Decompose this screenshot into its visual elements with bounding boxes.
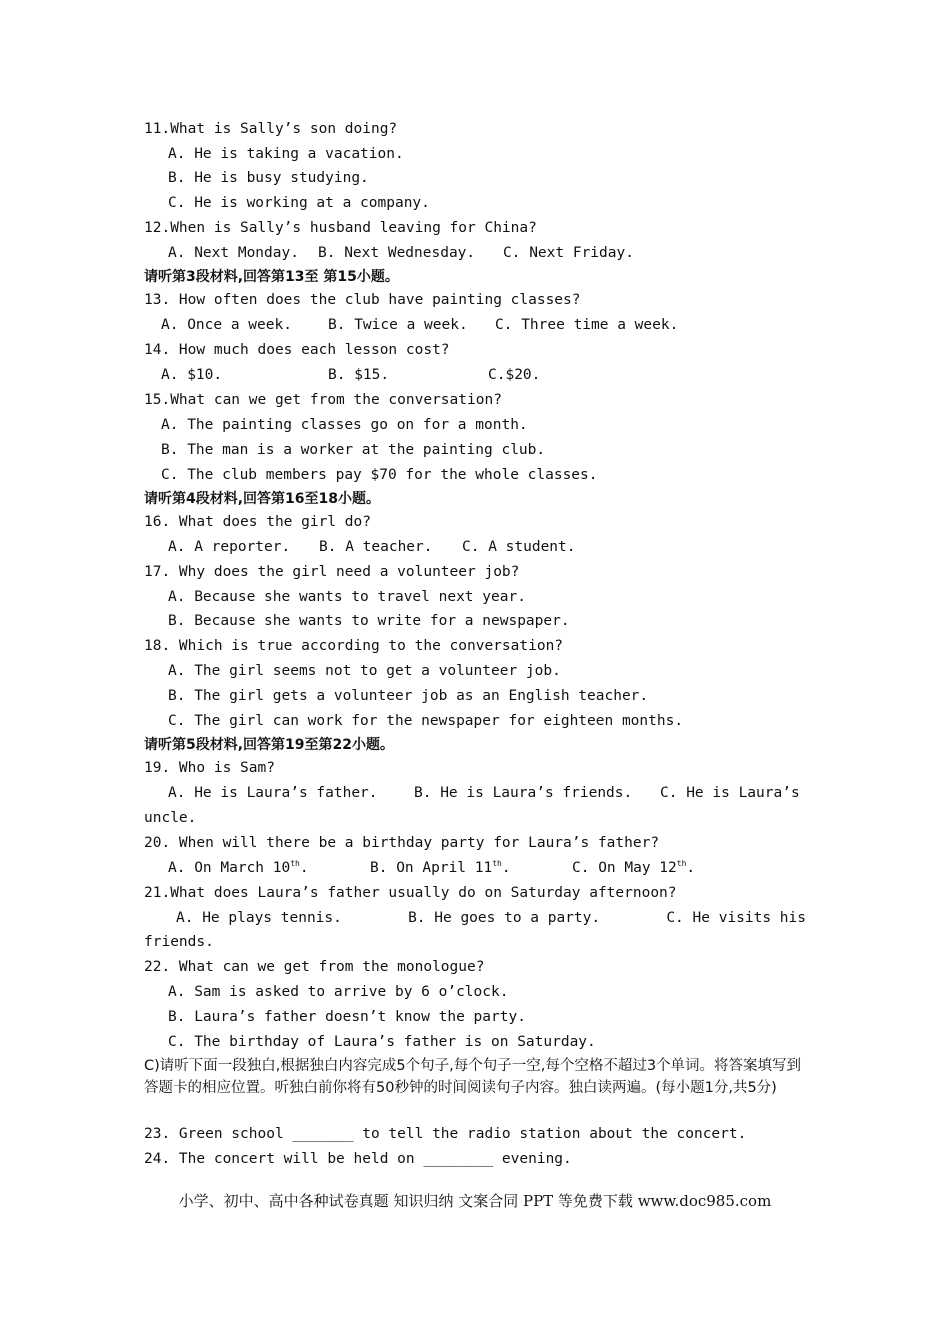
q18-option-b: B. The girl gets a volunteer job as an English teacher. xyxy=(168,688,649,704)
q12-stem: 12.When is Sally’s husband leaving for China? xyxy=(144,220,537,236)
q15-option-b: B. The man is a worker at the painting club. xyxy=(161,442,546,458)
q16-option-c: C. A student. xyxy=(462,539,576,555)
q14-options xyxy=(161,363,831,387)
q20-options xyxy=(168,856,838,880)
q17-stem: 17. Why does the girl need a volunteer job? xyxy=(144,564,520,580)
q14-option-b: B. $15. xyxy=(328,367,390,383)
q13-option-a: A. Once a week. xyxy=(161,317,292,333)
section-4-heading: 请听第4段材料,回答第16至18小题。 xyxy=(144,491,381,507)
q21-option-b: B. He goes to a party. xyxy=(408,910,601,926)
q24-stem: 24. The concert will be held on ________ evening. xyxy=(144,1151,572,1167)
q11-option-b: B. He is busy studying. xyxy=(168,170,369,186)
q13-options xyxy=(161,313,831,337)
section-3-heading: 请听第3段材料,回答第13至 第15小题。 xyxy=(144,269,399,285)
q16-stem: 16. What does the girl do? xyxy=(144,514,371,530)
q21-option-c-continued: friends. xyxy=(144,934,214,950)
q19-option-b: B. He is Laura’s friends. xyxy=(414,785,633,801)
q15-option-a: A. The painting classes go on for a month. xyxy=(161,417,528,433)
q19-option-a: A. He is Laura’s father. xyxy=(168,785,378,801)
q19-stem: 19. Who is Sam? xyxy=(144,760,275,776)
q16-option-a: A. A reporter. xyxy=(168,539,291,555)
q16-options xyxy=(168,535,838,559)
q20-option-c: C. On May 12th. xyxy=(572,859,696,876)
q19-option-c-continued: uncle. xyxy=(144,810,197,826)
q19-options xyxy=(168,781,838,805)
q13-option-c: C. Three time a week. xyxy=(495,317,679,333)
q11-option-c: C. He is working at a company. xyxy=(168,195,430,211)
q15-stem: 15.What can we get from the conversation? xyxy=(144,392,502,408)
q16-option-b: B. A teacher. xyxy=(319,539,433,555)
q12-option-c: C. Next Friday. xyxy=(503,245,634,261)
q21-option-c: C. He visits his xyxy=(666,910,806,926)
q20-option-a: A. On March 10th. xyxy=(168,859,309,876)
q17-option-a: A. Because she wants to travel next year. xyxy=(168,589,526,605)
q20-stem: 20. When will there be a birthday party for Laura’s father? xyxy=(144,835,660,851)
q15-option-c: C. The club members pay $70 for the whole classes. xyxy=(161,467,598,483)
q23-stem: 23. Green school _______ to tell the radio station about the concert. xyxy=(144,1126,747,1142)
q21-stem: 21.What does Laura’s father usually do on Saturday afternoon? xyxy=(144,885,677,901)
q22-option-b: B. Laura’s father doesn’t know the party. xyxy=(168,1009,526,1025)
q14-option-c: C.$20. xyxy=(488,367,541,383)
q13-option-b: B. Twice a week. xyxy=(328,317,468,333)
q12-option-a: A. Next Monday. xyxy=(168,245,299,261)
q18-option-c: C. The girl can work for the newspaper for eighteen months. xyxy=(168,713,684,729)
q22-option-c: C. The birthday of Laura’s father is on Saturday. xyxy=(168,1034,596,1050)
q20-option-b: B. On April 11th. xyxy=(370,859,511,876)
q11-stem: 11.What is Sally’s son doing? xyxy=(144,121,398,137)
q12-options xyxy=(168,241,838,265)
q19-option-c: C. He is Laura’s xyxy=(660,785,800,801)
q22-option-a: A. Sam is asked to arrive by 6 o’clock. xyxy=(168,984,509,1000)
q21-option-a: A. He plays tennis. xyxy=(176,910,342,926)
q14-option-a: A. $10. xyxy=(161,367,223,383)
q22-stem: 22. What can we get from the monologue? xyxy=(144,959,485,975)
q12-option-b: B. Next Wednesday. xyxy=(318,245,476,261)
q18-stem: 18. Which is true according to the conversation? xyxy=(144,638,564,654)
q18-option-a: A. The girl seems not to get a volunteer job. xyxy=(168,663,561,679)
q17-option-b: B. Because she wants to write for a newspaper. xyxy=(168,613,570,629)
q13-stem: 13. How often does the club have painting classes? xyxy=(144,292,581,308)
section-5-heading: 请听第5段材料,回答第19至第22小题。 xyxy=(144,737,395,753)
q14-stem: 14. How much does each lesson cost? xyxy=(144,342,450,358)
page-footer: 小学、初中、高中各种试卷真题 知识归纳 文案合同 PPT 等免费下载 www.doc985.com xyxy=(178,1192,772,1210)
q11-option-a: A. He is taking a vacation. xyxy=(168,146,404,162)
q21-options xyxy=(176,906,806,930)
part-c-instructions: C)请听下面一段独白,根据独白内容完成5个句子,每个句子一空,每个空格不超过3个单词。将答案填写到答题卡的相应位置。听独白前你将有50秒钟的时间阅读句子内容。独白读两遍。(每小题1分,共5分) xyxy=(144,1058,802,1096)
